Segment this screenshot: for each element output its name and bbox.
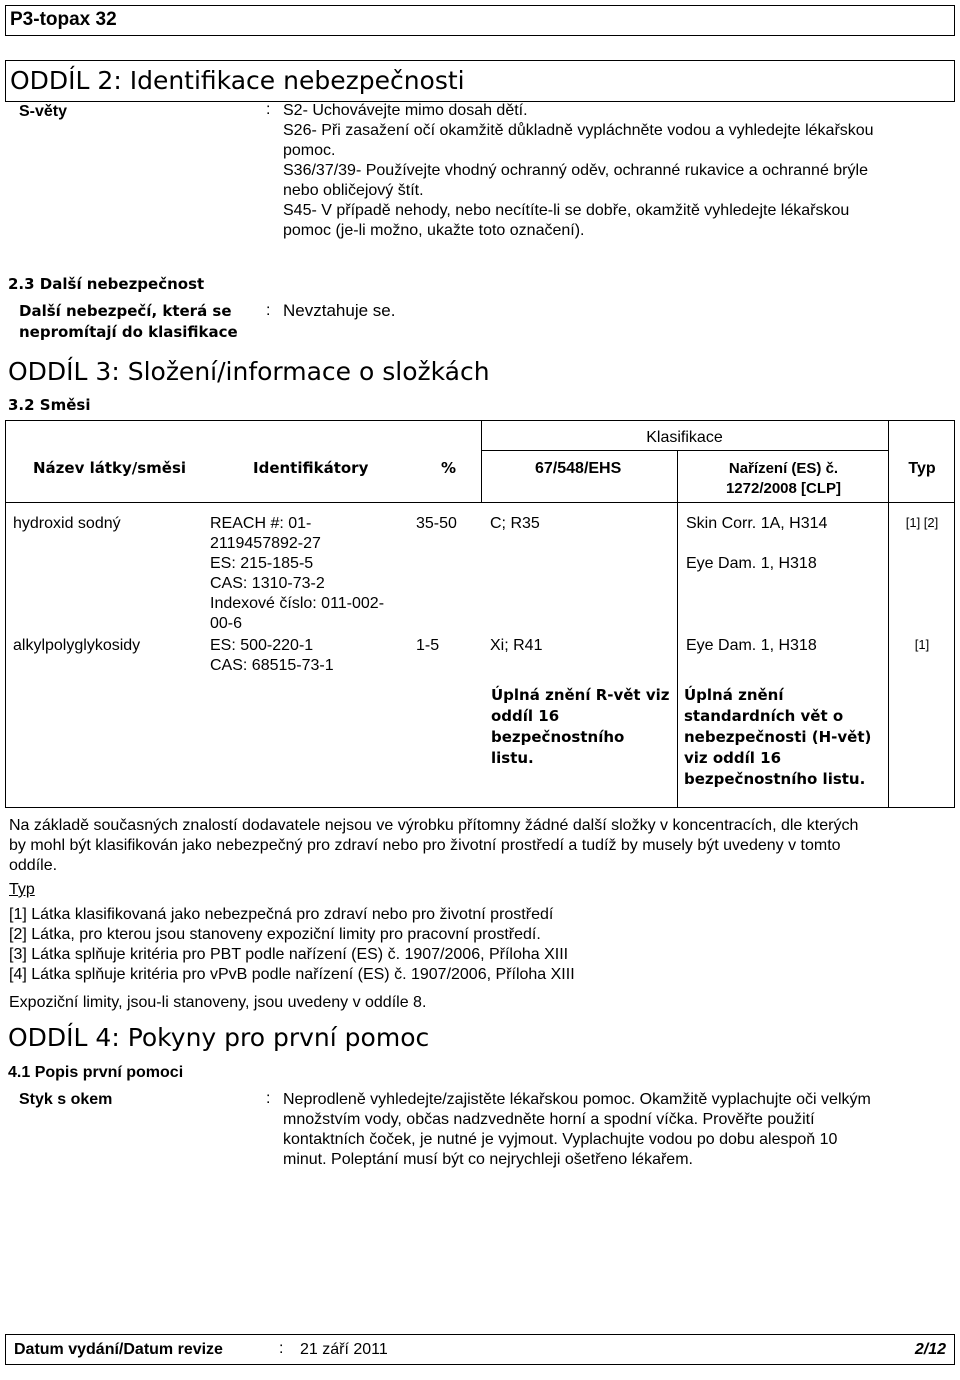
note-line: bezpečnostního — [491, 728, 625, 746]
row2-name: alkylpolyglykosidy — [13, 637, 141, 654]
row2-percent: 1-5 — [416, 637, 440, 654]
s-phrase-line: S36/37/39- Používejte vhodný ochranný oděv, ochranné rukavice a ochranné brýle — [283, 162, 868, 179]
identifier-line: REACH #: 01- — [210, 515, 312, 532]
section2-title: ODDÍL 2: Identifikace nebezpečnosti — [10, 66, 465, 95]
other-hazards-label-line: nepromítají do klasifikace — [19, 323, 238, 341]
type-legend-item: [4] Látka splňuje kritéria pro vPvB podle nařízení (ES) č. 1907/2006, Příloha XIII — [9, 966, 575, 983]
col-header-ids: Identifikátory — [253, 459, 369, 477]
note-line: by mohl být klasifikován jako nebezpečný pro zdraví nebo pro životní prostředí a tudíž by musely být uvedeny v tomto — [9, 837, 841, 854]
header-box — [5, 5, 955, 36]
s-phrases-list — [283, 101, 953, 241]
s-phrase-line: S26- Při zasažení očí okamžitě důkladně vypláchněte vodou a vyhledejte lékařskou — [283, 122, 874, 139]
colon: : — [279, 1340, 284, 1357]
s-phrase-line: pomoc. — [283, 142, 336, 159]
note-line: Úplná znění — [684, 686, 784, 704]
exposure-limits-note: Expoziční limity, jsou-li stanoveny, jsou uvedeny v oddíle 8. — [9, 994, 427, 1011]
product-name: P3-topax 32 — [10, 9, 117, 30]
column-divider-dsd-clp — [677, 451, 678, 808]
identifier-line: ES: 215-185-5 — [210, 555, 314, 572]
section2-box — [5, 60, 955, 102]
other-hazards-value: Nevztahuje se. — [283, 301, 396, 320]
row1-percent: 35-50 — [416, 515, 457, 532]
clp-full-text-note — [684, 685, 871, 790]
row1-clp-line2: Eye Dam. 1, H318 — [686, 555, 817, 572]
col-header-type: Typ — [908, 460, 936, 477]
section4-title: ODDÍL 4: Pokyny pro první pomoc — [8, 1023, 430, 1052]
subsection-3-2-heading: 3.2 Směsi — [8, 396, 91, 414]
col-header-name: Název látky/směsi — [33, 459, 187, 477]
row1-clp-line1: Skin Corr. 1A, H314 — [686, 515, 828, 532]
s-phrase-line: S2- Uchovávejte mimo dosah dětí. — [283, 102, 528, 119]
colon: : — [266, 302, 271, 319]
colon: : — [266, 1090, 271, 1107]
s-phrase-line: S45- V případě nehody, nebo necítíte-li se dobře, okamžitě vyhledejte lékařskou — [283, 202, 850, 219]
colon: : — [266, 101, 271, 118]
note-line: oddíle. — [9, 857, 58, 874]
row2-clp-line1: Eye Dam. 1, H318 — [686, 637, 817, 654]
col-header-clp-line: Nařízení (ES) č. — [728, 460, 839, 477]
table-header-divider — [5, 502, 955, 503]
other-hazards-label-line: Další nebezpečí, která se — [19, 302, 232, 320]
row2-dsd-classification: Xi; R41 — [490, 637, 543, 654]
type-legend-list — [9, 905, 949, 985]
type-legend-item: [2] Látka, pro kterou jsou stanoveny expoziční limity pro pracovní prostředí. — [9, 926, 541, 943]
row1-type: [1] [2] — [905, 515, 939, 530]
note-line: listu. — [491, 749, 534, 767]
note-line: oddíl 16 — [491, 707, 560, 725]
note-line: viz oddíl 16 — [684, 749, 782, 767]
identifier-line: CAS: 68515-73-1 — [210, 657, 334, 674]
eye-contact-instructions — [283, 1090, 955, 1170]
instruction-line: minut. Poleptání musí být co nejrychleji ošetřeno lékařem. — [283, 1151, 693, 1168]
identifier-line: Indexové číslo: 011-002- — [210, 595, 385, 612]
identifier-line: 00-6 — [210, 615, 243, 632]
instruction-line: kontaktních čoček, je nutné je vyjmout. Vyplachujte vodou po dobu alespoň 10 — [283, 1131, 838, 1148]
footer-box — [5, 1334, 955, 1365]
type-legend-item: [3] Látka splňuje kritéria pro PBT podle nařízení (ES) č. 1907/2006, Příloha XIII — [9, 946, 569, 963]
type-legend-item: [1] Látka klasifikovaná jako nebezpečná pro zdraví nebo pro životní prostředí — [9, 906, 554, 923]
instruction-line: množstvím vody, občas nadzvedněte horní a spodní víčka. Prověřte použití — [283, 1111, 815, 1128]
col-header-clp — [682, 459, 885, 499]
footer-date-label: Datum vydání/Datum revize — [14, 1341, 223, 1358]
row1-name: hydroxid sodný — [13, 515, 121, 532]
identifier-line: ES: 500-220-1 — [210, 637, 314, 654]
note-line: Na základě současných znalostí dodavatele nejsou ve výrobku přítomny žádné další složky v koncentracích, dle kterých — [9, 817, 859, 834]
klasifikace-underline — [481, 450, 888, 451]
subsection-4-1-heading: 4.1 Popis první pomoci — [8, 1064, 184, 1081]
s-phrases-label: S-věty — [19, 103, 68, 120]
identifier-line: CAS: 1310-73-2 — [210, 575, 325, 592]
row1-dsd-classification: C; R35 — [490, 515, 540, 532]
additional-components-note — [9, 816, 955, 876]
note-line: standardních vět o — [684, 707, 844, 725]
page-number: 2/12 — [914, 1341, 946, 1358]
eye-contact-label: Styk s okem — [19, 1091, 113, 1108]
row1-identifiers — [210, 514, 410, 634]
type-heading: Typ — [9, 881, 35, 898]
note-line: Úplná znění R-vět viz — [491, 686, 670, 704]
section3-title: ODDÍL 3: Složení/informace o složkách — [8, 357, 490, 386]
s-phrase-line: nebo obličejový štít. — [283, 182, 424, 199]
col-header-pct: % — [441, 459, 457, 477]
subsection-2-3-heading: 2.3 Další nebezpečnost — [8, 275, 205, 293]
note-line: bezpečnostního listu. — [684, 770, 866, 788]
instruction-line: Neprodleně vyhledejte/zajistěte lékařskou pomoc. Okamžitě vyplachujte oči velkým — [283, 1091, 871, 1108]
footer-date-value: 21 září 2011 — [300, 1341, 388, 1358]
col-header-clp-line: 1272/2008 [CLP] — [725, 480, 842, 497]
dsd-full-text-note — [491, 685, 669, 769]
identifier-line: 2119457892-27 — [210, 535, 321, 552]
other-hazards-label — [19, 301, 238, 343]
klasifikace-header: Klasifikace — [646, 429, 723, 446]
note-line: nebezpečnosti (H-vět) — [684, 728, 872, 746]
s-phrase-line: pomoc (je-li možno, ukažte toto označení). — [283, 222, 585, 239]
row2-identifiers — [210, 636, 410, 676]
row2-type: [1] — [914, 637, 930, 652]
col-header-dsd: 67/548/EHS — [535, 460, 622, 477]
